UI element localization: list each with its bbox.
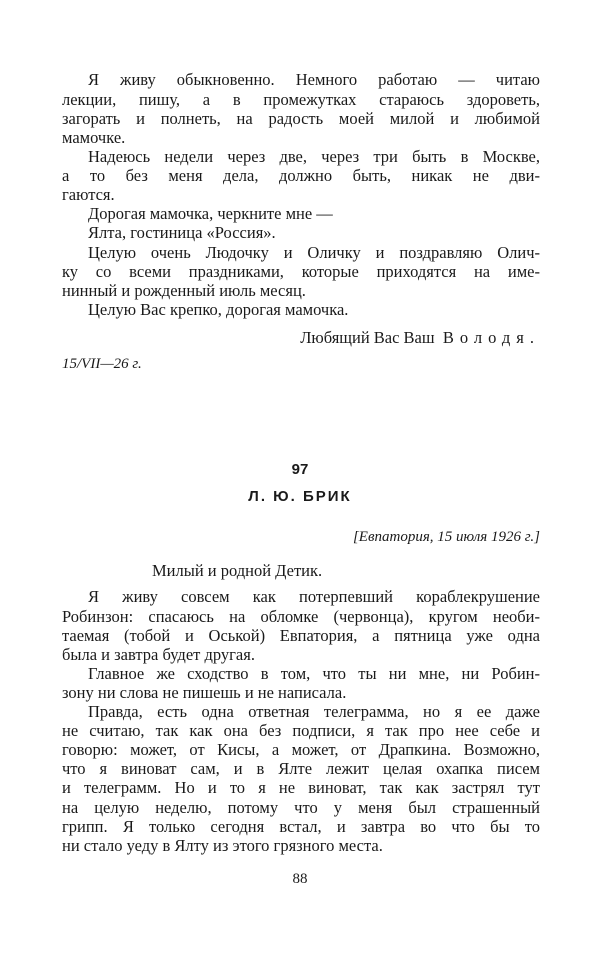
text-line: говорю: может, от Кисы, а может, от Драпкина. Возможно,: [62, 740, 540, 759]
text-line: ку со всеми праздниками, которые приходятся на име-: [62, 262, 540, 281]
text-line: не считаю, так как она без подписи, я так про нее себе и: [62, 721, 540, 740]
text-line: на целую неделю, потому что у меня был страшенный: [62, 798, 540, 817]
text-line: Надеюсь недели через две, через три быть в Москве,: [88, 147, 540, 166]
text-line: Правда, есть одна ответная телеграмма, но я ее даже: [88, 702, 540, 721]
text-line: зону ни слова не пишешь и не написала.: [62, 683, 347, 702]
text-line: Я живу обыкновенно. Немного работаю — читаю: [88, 70, 540, 89]
text-line: Главное же сходство в том, что ты ни мне, ни Робин-: [88, 664, 540, 683]
letter-date: 15/VII—26 г.: [62, 356, 142, 372]
text-line: грипп. Я только сегодня встал, и завтра во что бы то: [62, 817, 540, 836]
text-line: Ялта, гостиница «Россия».: [88, 223, 276, 242]
page-number: 88: [292, 871, 308, 887]
text-line: загорать и полнеть, на радость моей милой и любимой: [62, 109, 540, 128]
text-line: ни стало уеду в Ялту из этого грязного места.: [62, 836, 383, 855]
text-line: Целую очень Людочку и Оличку и поздравляю Олич-: [88, 243, 540, 262]
text-line: и телеграмм. Но и то я не виноват, так как застрял тут: [62, 778, 540, 797]
text-line: Я живу совсем как потерпевший кораблекрушение: [88, 587, 540, 606]
text-line: была и завтра будет другая.: [62, 645, 255, 664]
text-line: Робинзон: спасаюсь на обломке (червонца), кругом необи-: [62, 607, 540, 626]
text-line: Дорогая мамочка, черкните мне —: [88, 204, 333, 223]
text-line: таемая (тобой и Оськой) Евпатория, а пятница уже одна: [62, 626, 540, 645]
text-line: мамочке.: [62, 128, 126, 147]
text-line: нинный и рожденный июль месяц.: [62, 281, 306, 300]
signature: [62, 328, 540, 348]
addressee-heading: Л. Ю. БРИК: [248, 488, 352, 505]
place-date: [Евпатория, 15 июля 1926 г.]: [352, 529, 540, 545]
signature-prefix: Любящий Вас Ваш: [300, 328, 435, 347]
salutation: Милый и родной Детик.: [152, 561, 323, 580]
text-line: что я виноват сам, и в Ялте лежит целая охапка писем: [62, 759, 540, 778]
text-line: гаются.: [62, 185, 115, 204]
signature-name: Володя.: [442, 328, 540, 347]
text-line: лекции, пишу, а в промежутках стараюсь здороветь,: [62, 90, 540, 109]
text-line: Целую Вас крепко, дорогая мамочка.: [88, 300, 349, 319]
text-line: а то без меня дела, должно быть, никак не дви-: [62, 166, 540, 185]
letter-number: 97: [291, 461, 309, 478]
